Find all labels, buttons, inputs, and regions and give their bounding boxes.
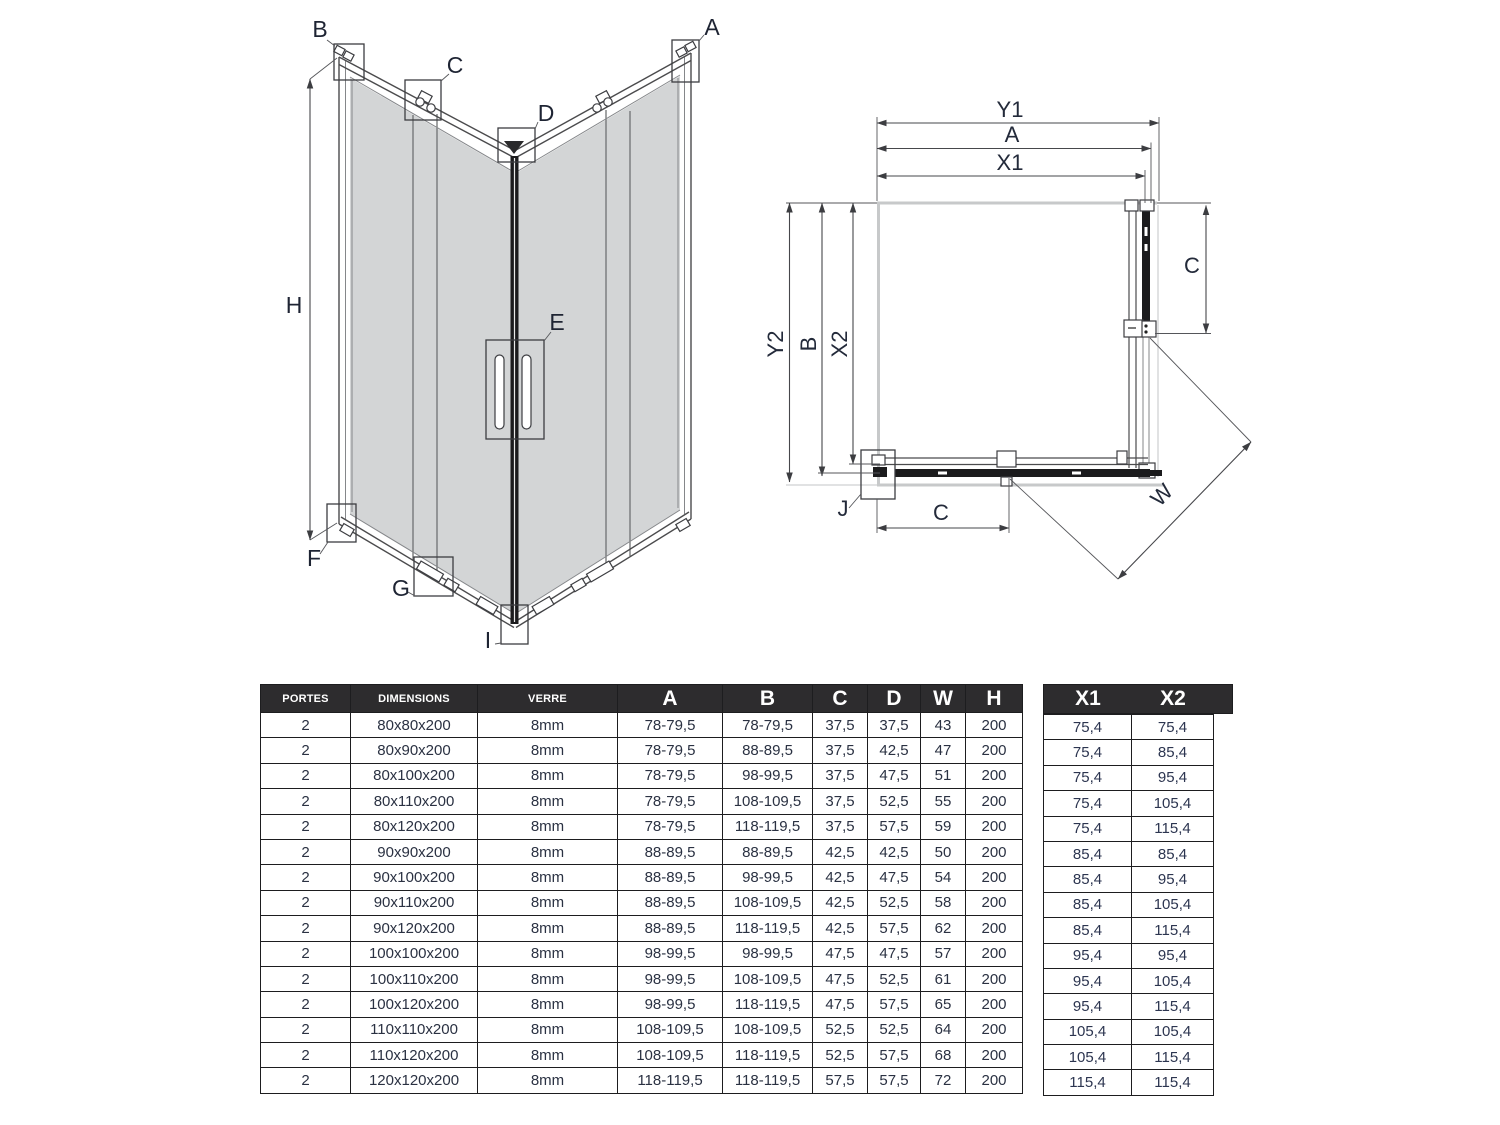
- col-header-a: A: [618, 685, 723, 713]
- table-cell: 200: [966, 738, 1023, 763]
- table-cell: 61: [921, 966, 966, 991]
- table-cell: 100x100x200: [351, 941, 478, 966]
- table-cell: 42,5: [813, 865, 868, 890]
- table-cell: 57,5: [868, 1068, 921, 1093]
- table-cell: 105,4: [1132, 892, 1214, 917]
- table-cell: 51: [921, 763, 966, 788]
- table-cell: 2: [261, 713, 351, 738]
- table-cell: 37,5: [868, 713, 921, 738]
- table-cell: 2: [261, 1068, 351, 1093]
- table-row: [1044, 1019, 1214, 1044]
- table-cell: 88-89,5: [618, 890, 723, 915]
- table-cell: 2: [261, 1043, 351, 1068]
- table-row: [1044, 715, 1214, 740]
- table-cell: 200: [966, 865, 1023, 890]
- plan-right-door: [1124, 200, 1162, 478]
- table-cell: 8mm: [478, 992, 618, 1017]
- label-f: F: [306, 545, 322, 571]
- table-cell: 200: [966, 713, 1023, 738]
- table-row: [1044, 791, 1214, 816]
- table-cell: 8mm: [478, 763, 618, 788]
- table-cell: 57,5: [868, 992, 921, 1017]
- table-cell: 65: [921, 992, 966, 1017]
- table-row: [1044, 740, 1214, 765]
- table-cell: 42,5: [813, 839, 868, 864]
- table-row: [261, 916, 1023, 941]
- table-cell: 47,5: [868, 865, 921, 890]
- table-cell: 105,4: [1044, 1045, 1132, 1070]
- table-cell: 105,4: [1132, 1019, 1214, 1044]
- table-cell: 57,5: [868, 1043, 921, 1068]
- table-row: [1044, 943, 1214, 968]
- table-row: [1044, 816, 1214, 841]
- table-cell: 8mm: [478, 890, 618, 915]
- table-cell: 2: [261, 865, 351, 890]
- table-cell: 115,4: [1132, 1070, 1214, 1095]
- isometric-view: [286, 14, 721, 653]
- table-cell: 80x100x200: [351, 763, 478, 788]
- table-cell: 55: [921, 789, 966, 814]
- table-cell: 2: [261, 789, 351, 814]
- table-cell: 115,4: [1132, 816, 1214, 841]
- col-header-x1: X1: [1075, 687, 1101, 710]
- table-cell: 2: [261, 966, 351, 991]
- table-cell: 110x120x200: [351, 1043, 478, 1068]
- table-cell: 8mm: [478, 1017, 618, 1042]
- table-row: [261, 713, 1023, 738]
- table-cell: 78-79,5: [723, 713, 813, 738]
- table-cell: 100x120x200: [351, 992, 478, 1017]
- label-y1: Y1: [996, 97, 1024, 122]
- table-cell: 75,4: [1044, 816, 1132, 841]
- table-cell: 8mm: [478, 738, 618, 763]
- table-cell: 2: [261, 738, 351, 763]
- table-cell: 200: [966, 1068, 1023, 1093]
- col-header-dimensions: DIMENSIONS: [351, 685, 478, 713]
- table-cell: 80x110x200: [351, 789, 478, 814]
- table-cell: 59: [921, 814, 966, 839]
- table-cell: 108-109,5: [723, 890, 813, 915]
- table-cell: 110x110x200: [351, 1017, 478, 1042]
- table-cell: 100x110x200: [351, 966, 478, 991]
- table-cell: 85,4: [1044, 867, 1132, 892]
- table-cell: 78-79,5: [618, 738, 723, 763]
- table-cell: 47,5: [813, 966, 868, 991]
- table-row: [261, 865, 1023, 890]
- table-cell: 90x90x200: [351, 839, 478, 864]
- table-cell: 68: [921, 1043, 966, 1068]
- table-cell: 95,4: [1044, 943, 1132, 968]
- table-cell: 108-109,5: [723, 966, 813, 991]
- table-cell: 200: [966, 916, 1023, 941]
- label-x1: X1: [996, 150, 1024, 175]
- col-header-b: B: [723, 685, 813, 713]
- table-cell: 115,4: [1132, 918, 1214, 943]
- table-row: [261, 1017, 1023, 1042]
- x1x2-table: [1043, 714, 1214, 1096]
- table-cell: 8mm: [478, 1068, 618, 1093]
- label-b: B: [312, 16, 328, 42]
- table-cell: 64: [921, 1017, 966, 1042]
- dimension-h: [310, 58, 337, 540]
- table-cell: 47,5: [813, 941, 868, 966]
- label-y2: Y2: [763, 330, 788, 358]
- table-row: [261, 941, 1023, 966]
- table-cell: 115,4: [1044, 1070, 1132, 1095]
- table-cell: 88-89,5: [618, 839, 723, 864]
- table-cell: 200: [966, 941, 1023, 966]
- table-row: [261, 814, 1023, 839]
- table-cell: 118-119,5: [723, 992, 813, 1017]
- header-row: [261, 685, 1023, 713]
- table-cell: 88-89,5: [723, 738, 813, 763]
- col-header-portes: PORTES: [261, 685, 351, 713]
- table-row: [261, 1068, 1023, 1093]
- plan-detail-j: [849, 450, 895, 508]
- table-cell: 78-79,5: [618, 713, 723, 738]
- table-cell: 78-79,5: [618, 789, 723, 814]
- table-cell: 118-119,5: [723, 1043, 813, 1068]
- table-cell: 80x80x200: [351, 713, 478, 738]
- table-cell: 80x120x200: [351, 814, 478, 839]
- label-a: A: [704, 14, 720, 40]
- table-row: [1044, 841, 1214, 866]
- table-cell: 118-119,5: [723, 814, 813, 839]
- table-row: [1044, 1070, 1214, 1095]
- table-cell: 37,5: [813, 814, 868, 839]
- table-cell: 200: [966, 1043, 1023, 1068]
- table-row: [261, 839, 1023, 864]
- table-cell: 47,5: [868, 941, 921, 966]
- table-cell: 108-109,5: [723, 789, 813, 814]
- table-cell: 8mm: [478, 839, 618, 864]
- table-cell: 52,5: [868, 1017, 921, 1042]
- table-cell: 52,5: [813, 1017, 868, 1042]
- table-cell: 115,4: [1132, 994, 1214, 1019]
- table-cell: 200: [966, 789, 1023, 814]
- table-cell: 75,4: [1044, 791, 1132, 816]
- table-cell: 98-99,5: [618, 966, 723, 991]
- table-cell: 98-99,5: [723, 941, 813, 966]
- table-cell: 47,5: [868, 763, 921, 788]
- table-cell: 2: [261, 814, 351, 839]
- table-cell: 37,5: [813, 789, 868, 814]
- table-cell: 2: [261, 916, 351, 941]
- table-cell: 115,4: [1132, 1045, 1214, 1070]
- table-cell: 95,4: [1132, 943, 1214, 968]
- label-x2: X2: [827, 330, 852, 358]
- table-cell: 2: [261, 839, 351, 864]
- table-cell: 57: [921, 941, 966, 966]
- table-cell: 85,4: [1044, 841, 1132, 866]
- table-cell: 52,5: [813, 1043, 868, 1068]
- plan-dimensions: [786, 117, 1251, 579]
- table-cell: 108-109,5: [723, 1017, 813, 1042]
- label-c: C: [446, 52, 464, 78]
- table-cell: 47: [921, 738, 966, 763]
- table-row: [1044, 994, 1214, 1019]
- label-plan-b: B: [796, 336, 821, 352]
- table-cell: 105,4: [1132, 791, 1214, 816]
- table-row: [1044, 918, 1214, 943]
- table-row: [1044, 1045, 1214, 1070]
- table-cell: 8mm: [478, 916, 618, 941]
- table-cell: 8mm: [478, 966, 618, 991]
- table-cell: 95,4: [1132, 867, 1214, 892]
- table-cell: 2: [261, 1017, 351, 1042]
- table-cell: 108-109,5: [618, 1017, 723, 1042]
- table-cell: 58: [921, 890, 966, 915]
- table-cell: 75,4: [1044, 740, 1132, 765]
- table-cell: 98-99,5: [723, 865, 813, 890]
- table-cell: 90x120x200: [351, 916, 478, 941]
- table-row: [1044, 765, 1214, 790]
- table-cell: 37,5: [813, 763, 868, 788]
- plan-bottom-door: [882, 451, 1150, 486]
- x-table-header: [1043, 684, 1233, 714]
- table-cell: 95,4: [1044, 994, 1132, 1019]
- col-header-verre: VERRE: [478, 685, 618, 713]
- table-cell: 200: [966, 814, 1023, 839]
- table-row: [261, 966, 1023, 991]
- table-cell: 52,5: [868, 966, 921, 991]
- table-cell: 105,4: [1044, 1019, 1132, 1044]
- table-row: [261, 1043, 1023, 1068]
- label-j: J: [837, 496, 849, 521]
- table-cell: 75,4: [1044, 715, 1132, 740]
- table-cell: 8mm: [478, 1043, 618, 1068]
- table-cell: 98-99,5: [618, 941, 723, 966]
- table-cell: 105,4: [1132, 968, 1214, 993]
- table-cell: 90x110x200: [351, 890, 478, 915]
- label-e: E: [549, 309, 565, 335]
- table-cell: 2: [261, 992, 351, 1017]
- table-cell: 72: [921, 1068, 966, 1093]
- table-cell: 8mm: [478, 713, 618, 738]
- table-cell: 8mm: [478, 941, 618, 966]
- table-cell: 200: [966, 890, 1023, 915]
- label-g: G: [392, 575, 410, 601]
- table-row: [261, 890, 1023, 915]
- table-row: [1044, 968, 1214, 993]
- table-cell: 75,4: [1044, 765, 1132, 790]
- table-cell: 47,5: [813, 992, 868, 1017]
- label-h: H: [285, 292, 303, 318]
- table-cell: 78-79,5: [618, 814, 723, 839]
- table-cell: 85,4: [1044, 918, 1132, 943]
- table-cell: 37,5: [813, 738, 868, 763]
- table-cell: 118-119,5: [723, 916, 813, 941]
- table-cell: 42,5: [868, 839, 921, 864]
- table-cell: 78-79,5: [618, 763, 723, 788]
- table-cell: 118-119,5: [618, 1068, 723, 1093]
- table-cell: 200: [966, 966, 1023, 991]
- table-cell: 120x120x200: [351, 1068, 478, 1093]
- table-row: [261, 992, 1023, 1017]
- table-cell: 2: [261, 941, 351, 966]
- col-header-c: C: [813, 685, 868, 713]
- table-cell: 57,5: [868, 916, 921, 941]
- label-w: W: [1145, 478, 1178, 511]
- table-cell: 57,5: [868, 814, 921, 839]
- table-cell: 2: [261, 763, 351, 788]
- table-row: [1044, 867, 1214, 892]
- table-cell: 200: [966, 763, 1023, 788]
- table-cell: 42,5: [813, 890, 868, 915]
- table-row: [1044, 892, 1214, 917]
- table-row: [261, 789, 1023, 814]
- table-cell: 52,5: [868, 890, 921, 915]
- table-row: [261, 738, 1023, 763]
- table-cell: 8mm: [478, 789, 618, 814]
- table-cell: 98-99,5: [723, 763, 813, 788]
- label-d: D: [537, 100, 555, 126]
- table-cell: 95,4: [1132, 765, 1214, 790]
- table-cell: 62: [921, 916, 966, 941]
- table-cell: 2: [261, 890, 351, 915]
- col-header-h: H: [966, 685, 1023, 713]
- col-header-w: W: [921, 685, 966, 713]
- table-cell: 8mm: [478, 814, 618, 839]
- label-plan-c-right: C: [1184, 253, 1200, 278]
- table-cell: 108-109,5: [618, 1043, 723, 1068]
- plan-view: [763, 97, 1251, 579]
- dimensions-table: [260, 684, 1023, 1094]
- table-cell: 85,4: [1132, 740, 1214, 765]
- table-cell: 95,4: [1044, 968, 1132, 993]
- table-cell: 118-119,5: [723, 1068, 813, 1093]
- table-cell: 200: [966, 1017, 1023, 1042]
- table-cell: 88-89,5: [618, 916, 723, 941]
- table-cell: 85,4: [1132, 841, 1214, 866]
- table-cell: 8mm: [478, 865, 618, 890]
- table-cell: 37,5: [813, 713, 868, 738]
- table-cell: 75,4: [1132, 715, 1214, 740]
- table-cell: 57,5: [813, 1068, 868, 1093]
- table-row: [261, 763, 1023, 788]
- table-cell: 200: [966, 992, 1023, 1017]
- table-cell: 42,5: [813, 916, 868, 941]
- table-cell: 54: [921, 865, 966, 890]
- table-cell: 200: [966, 839, 1023, 864]
- table-cell: 85,4: [1044, 892, 1132, 917]
- table-cell: 88-89,5: [618, 865, 723, 890]
- label-plan-c-bottom: C: [933, 500, 949, 525]
- table-cell: 42,5: [868, 738, 921, 763]
- table-cell: 50: [921, 839, 966, 864]
- table-cell: 80x90x200: [351, 738, 478, 763]
- label-plan-a: A: [1004, 122, 1020, 147]
- col-header-d: D: [868, 685, 921, 713]
- table-cell: 88-89,5: [723, 839, 813, 864]
- table-cell: 43: [921, 713, 966, 738]
- label-i: I: [484, 627, 492, 653]
- table-cell: 98-99,5: [618, 992, 723, 1017]
- col-header-x2: X2: [1160, 687, 1186, 710]
- table-cell: 52,5: [868, 789, 921, 814]
- table-cell: 90x100x200: [351, 865, 478, 890]
